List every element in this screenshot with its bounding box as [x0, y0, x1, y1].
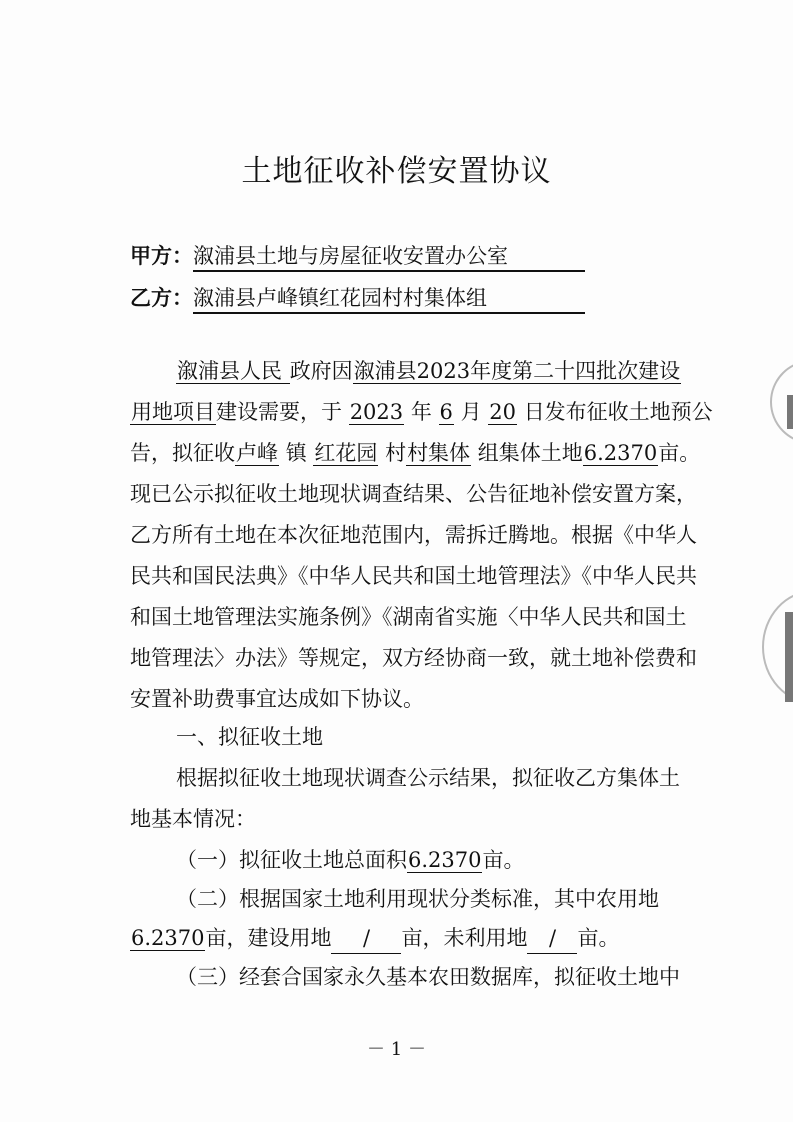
para1-line8: 地管理法〉办法》等规定，双方经协商一致，就土地补偿费和	[130, 646, 697, 670]
para1-line3: 告，拟征收卢峰 镇 红花园 村村集体 组集体土地6.2370亩。	[130, 441, 701, 465]
party-b-value: 溆浦县卢峰镇红花园村村集体组	[193, 285, 585, 314]
date-month: 6	[439, 400, 453, 424]
item3-line1: （三）经套合国家永久基本农田数据库，拟征收土地中	[176, 965, 680, 989]
item1: （一）拟征收土地总面积6.2370亩。	[176, 848, 525, 872]
date-year: 2023	[349, 400, 404, 424]
party-a-value: 溆浦县土地与房屋征收安置办公室	[193, 243, 585, 272]
construction-land-blank: /	[331, 923, 401, 954]
para1-line7: 和国土地管理法实施条例》《湖南省实施〈中华人民共和国土	[130, 605, 687, 629]
farmland-area: 6.2370	[131, 926, 205, 950]
section1-p1-line1: 根据拟征收土地现状调查公示结果，拟征收乙方集体土	[176, 766, 680, 790]
county-gov: 溆浦县人民	[177, 359, 289, 383]
para1-line9: 安置补助费事宜达成如下协议。	[130, 687, 424, 711]
para1-line5: 乙方所有土地在本次征地范围内，需拆迁腾地。根据《中华人	[130, 523, 697, 547]
para1-line4: 现已公示拟征收土地现状调查结果、公告征地补偿安置方案，	[130, 482, 697, 506]
section1-heading: 一、拟征收土地	[176, 725, 323, 749]
total-area: 6.2370	[408, 848, 482, 872]
document-title: 土地征收补偿安置协议	[241, 154, 552, 189]
unused-land-blank: /	[527, 923, 577, 954]
para1-line6: 民共和国民法典》《中华人民共和国土地管理法》《中华人民共	[130, 564, 697, 588]
para1-line1: 溆浦县人民 政府因溆浦县2023年度第二十四批次建设	[177, 359, 681, 383]
scan-edge-mark-2	[785, 612, 793, 702]
party-a-label: 甲方：	[130, 244, 193, 268]
date-day: 20	[489, 400, 516, 424]
village-name: 红花园	[314, 441, 378, 465]
party-a	[130, 240, 585, 272]
group-name: 村集体	[407, 441, 471, 465]
project-name: 溆浦县2023年度第二十四批次建设	[353, 359, 681, 383]
item2-line1: （二）根据国家土地利用现状分类标准，其中农用地	[176, 887, 659, 911]
page-number: － 1 －	[367, 1039, 426, 1060]
party-b-label: 乙方：	[130, 286, 193, 310]
item2-line2: 6.2370亩，建设用地 / 亩，未利用地 / 亩。	[130, 923, 619, 954]
land-area: 6.2370	[583, 441, 658, 465]
section1-p1-line2: 地基本情况：	[130, 807, 256, 831]
town-name: 卢峰	[236, 441, 278, 465]
para1-line2: 用地项目建设需要，于 2023 年 6 月 20 日发布征收土地预公	[131, 400, 713, 424]
party-b	[130, 282, 585, 314]
scan-edge-mark	[787, 395, 793, 429]
